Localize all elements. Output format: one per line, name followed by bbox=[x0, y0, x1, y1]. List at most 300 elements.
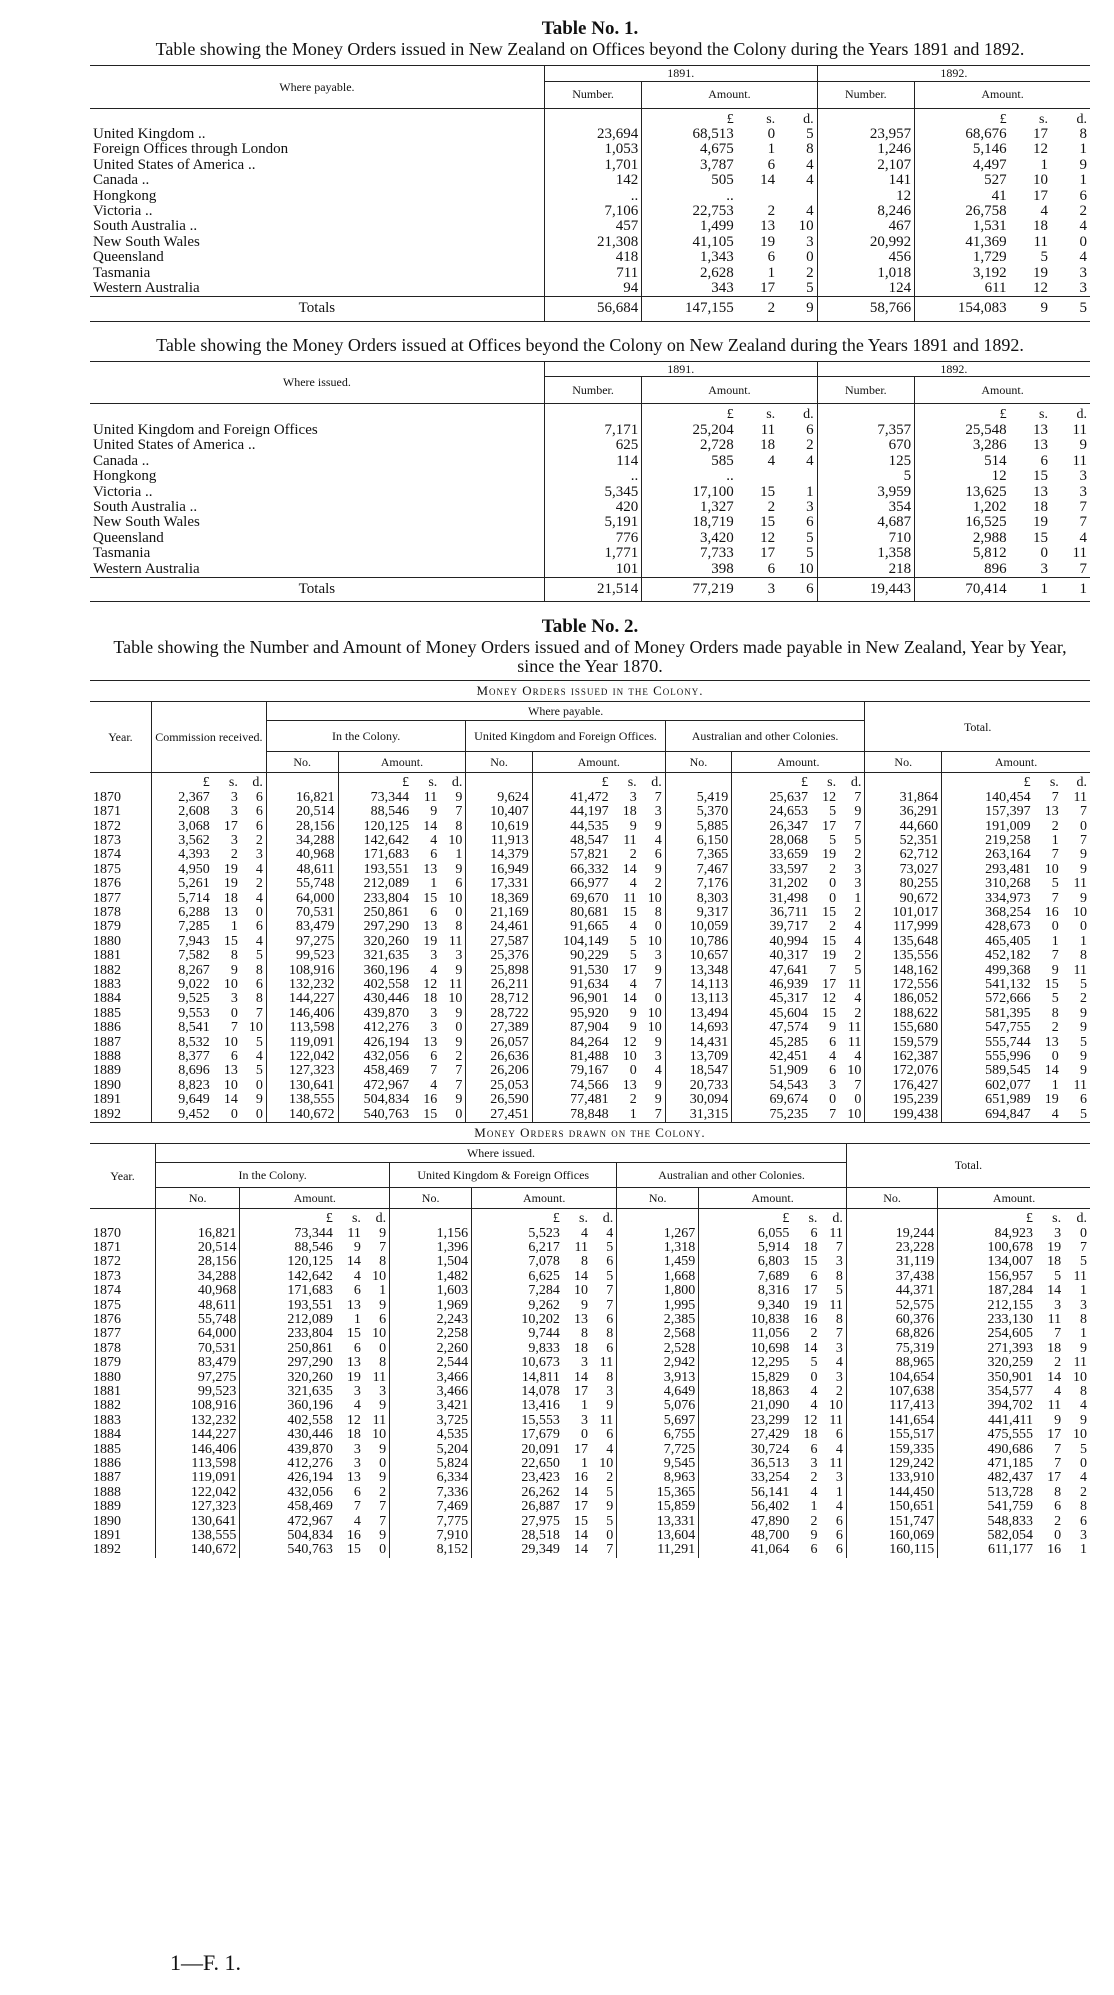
cell-value: 4 bbox=[835, 1442, 843, 1457]
table-row bbox=[90, 863, 1090, 877]
cell-value: 13,416 bbox=[472, 1399, 563, 1413]
cell-value: 0 bbox=[379, 1543, 387, 1558]
cell-value: 7 bbox=[835, 1240, 843, 1255]
cell-value: 8 bbox=[1080, 1384, 1087, 1399]
cell-value: 1,504 bbox=[390, 1255, 472, 1269]
year-cell: 1870 bbox=[93, 790, 121, 805]
number-header: Number. bbox=[544, 81, 641, 108]
table-row bbox=[90, 964, 1090, 978]
unit-label: d. bbox=[1076, 111, 1087, 127]
cell-value: 48,611 bbox=[156, 1299, 240, 1313]
cell-value: 15 bbox=[803, 1255, 818, 1270]
cell-value: 9 bbox=[1080, 1021, 1087, 1036]
australian-header: Australian and other Colonies. bbox=[665, 721, 865, 752]
uk-foreign-header: United Kingdom & Foreign Offices bbox=[390, 1163, 617, 1188]
cell-value: 2,728 bbox=[642, 438, 737, 453]
cell-value: 9,340 bbox=[699, 1299, 793, 1313]
cell-value: 17,679 bbox=[472, 1428, 563, 1442]
amount-header: Amount. bbox=[240, 1188, 390, 1209]
cell-value: 11 bbox=[1073, 877, 1087, 892]
cell-value: 2 bbox=[1051, 819, 1059, 834]
cell-value: 0 bbox=[230, 1107, 238, 1122]
cell-value: 7 bbox=[829, 963, 837, 978]
cell-value: 157,397 bbox=[942, 805, 1034, 819]
cell-value: 555,996 bbox=[942, 1050, 1034, 1064]
cell-value: 8 bbox=[606, 1327, 614, 1342]
cell-value: 41,105 bbox=[642, 235, 737, 250]
cell-value: 2 bbox=[806, 265, 814, 281]
cell-value: 4 bbox=[255, 891, 263, 906]
cell-value: 4 bbox=[606, 1226, 614, 1241]
cell-value: 48,611 bbox=[266, 863, 338, 877]
cell-value: 6 bbox=[767, 250, 776, 266]
cell-value: 441,411 bbox=[938, 1414, 1036, 1428]
row-label: New South Wales bbox=[93, 515, 200, 531]
cell-value: 100,678 bbox=[938, 1241, 1036, 1255]
cell-value: 83,479 bbox=[156, 1356, 240, 1370]
cell-value: 1 bbox=[806, 484, 814, 500]
cell-value: 41 bbox=[915, 189, 1010, 204]
cell-value: 7,467 bbox=[665, 863, 731, 877]
cell-value: 3,068 bbox=[151, 820, 212, 834]
cell-value: 17 bbox=[574, 1442, 588, 1457]
cell-value: 10,657 bbox=[665, 949, 731, 963]
cell-value: 1 bbox=[835, 1485, 843, 1500]
cell-value: 471,185 bbox=[938, 1457, 1036, 1471]
cell-value: 2,608 bbox=[151, 805, 212, 819]
cell-value: 439,870 bbox=[240, 1443, 336, 1457]
cell-value: 7,733 bbox=[642, 546, 737, 561]
row-label: Hongkong bbox=[93, 469, 157, 485]
year-cell: 1878 bbox=[93, 1341, 121, 1356]
cell-value: 3 bbox=[430, 1006, 438, 1021]
cell-value: 73,344 bbox=[338, 791, 412, 805]
cell-value: 5,076 bbox=[617, 1399, 699, 1413]
cell-value: 9 bbox=[606, 1399, 614, 1414]
table2-title: Table showing the Number and Amount of Money Orders issued and of Money Orders made payable in New Zealand, Year by Year, since the Year 1870. bbox=[113, 637, 1067, 677]
cell-value: 9,624 bbox=[466, 791, 532, 805]
cell-value: 17 bbox=[574, 1500, 588, 1515]
cell-value: 19 bbox=[1032, 515, 1048, 531]
cell-value: 23,423 bbox=[472, 1471, 563, 1485]
table-row bbox=[90, 1385, 1090, 1399]
cell-value: 9 bbox=[1080, 1341, 1087, 1356]
cell-value: 29,349 bbox=[472, 1543, 563, 1557]
table-row bbox=[90, 892, 1090, 906]
cell-value: 11 bbox=[1073, 1356, 1087, 1371]
cell-value: 69,674 bbox=[732, 1093, 811, 1107]
cell-value: 101,017 bbox=[865, 906, 942, 920]
cell-value: 6 bbox=[835, 1428, 843, 1443]
cell-value: 5 bbox=[806, 530, 814, 546]
amount-header: Amount. bbox=[642, 81, 817, 108]
cell-value: 467 bbox=[817, 219, 914, 234]
cell-value: 452,182 bbox=[942, 949, 1034, 963]
cell-value: 13 bbox=[423, 920, 438, 935]
cell-value: 7 bbox=[1080, 1240, 1087, 1255]
cell-value: 271,393 bbox=[938, 1342, 1036, 1356]
unit-label: s. bbox=[766, 111, 776, 127]
row-label: Western Australia bbox=[93, 281, 200, 297]
cell-value: 21,090 bbox=[699, 1399, 793, 1413]
cell-value: 1 bbox=[767, 265, 776, 281]
cell-value: 7,725 bbox=[617, 1443, 699, 1457]
cell-value: 42,451 bbox=[732, 1050, 811, 1064]
cell-value: 310,268 bbox=[942, 877, 1034, 891]
cell-value: 1 bbox=[1080, 1543, 1087, 1558]
cell-value: 6 bbox=[835, 1543, 843, 1558]
cell-value: 16 bbox=[803, 1312, 818, 1327]
cell-value: 1,267 bbox=[617, 1227, 699, 1241]
cell-value: 3 bbox=[1079, 469, 1087, 485]
cell-value: 2 bbox=[854, 1006, 862, 1021]
cell-value: 589,545 bbox=[942, 1064, 1034, 1078]
cell-value: 57,821 bbox=[532, 848, 611, 862]
where-issued-header: Where issued. bbox=[90, 361, 544, 404]
cell-value: 11,913 bbox=[466, 834, 532, 848]
cell-value: 14 bbox=[223, 1093, 238, 1108]
cell-value: 6 bbox=[829, 1035, 837, 1050]
cell-value: 10 bbox=[1073, 1370, 1087, 1385]
uk-foreign-header: United Kingdom and Foreign Offices. bbox=[466, 721, 665, 752]
cell-value: 4 bbox=[629, 877, 637, 892]
cell-value: 7 bbox=[1079, 561, 1087, 577]
year-cell: 1877 bbox=[93, 891, 121, 906]
table-row bbox=[90, 485, 1090, 500]
cell-value: 547,755 bbox=[942, 1021, 1034, 1035]
year-cell: 1876 bbox=[93, 1312, 121, 1327]
cell-value: .. bbox=[544, 469, 641, 484]
total-value: 1 bbox=[1010, 577, 1051, 601]
cell-value: 10 bbox=[372, 1327, 387, 1342]
cell-value: 5 bbox=[255, 1035, 263, 1050]
cell-value: 9,553 bbox=[151, 1007, 212, 1021]
cell-value: 15 bbox=[822, 934, 837, 949]
row-label: United States of America .. bbox=[93, 438, 256, 454]
cell-value: 0 bbox=[654, 920, 662, 935]
no-header: No. bbox=[156, 1188, 240, 1209]
cell-value: 11 bbox=[599, 1356, 614, 1371]
cell-value: 68,826 bbox=[846, 1327, 937, 1341]
table-row bbox=[90, 1079, 1090, 1093]
cell-value: 47,890 bbox=[699, 1515, 793, 1529]
table-row bbox=[90, 1227, 1090, 1241]
cell-value: 0 bbox=[806, 250, 814, 266]
cell-value: 122,042 bbox=[266, 1050, 338, 1064]
year-cell: 1873 bbox=[93, 833, 121, 848]
cell-value: 5,914 bbox=[699, 1241, 793, 1255]
cell-value: 9 bbox=[455, 862, 463, 877]
cell-value: 6 bbox=[1079, 188, 1087, 204]
cell-value: 6 bbox=[455, 877, 463, 892]
cell-value: 95,920 bbox=[532, 1007, 611, 1021]
cell-value: 90,229 bbox=[532, 949, 611, 963]
cell-value: 11 bbox=[1072, 453, 1087, 469]
cell-value: 101 bbox=[544, 562, 641, 578]
cell-value: 31,119 bbox=[846, 1255, 937, 1269]
cell-value: 16,821 bbox=[156, 1227, 240, 1241]
cell-value: 8,823 bbox=[151, 1079, 212, 1093]
cell-value: 9 bbox=[829, 1021, 837, 1036]
cell-value: 16 bbox=[1044, 906, 1059, 920]
table-row bbox=[90, 1050, 1090, 1064]
cell-value: 9 bbox=[1079, 438, 1087, 454]
year-header: Year. bbox=[90, 702, 151, 773]
cell-value: 10 bbox=[647, 1006, 662, 1021]
cell-value: 12,295 bbox=[699, 1356, 793, 1370]
cell-value: 8 bbox=[835, 1312, 843, 1327]
cell-value: 1 bbox=[1051, 833, 1059, 848]
cell-value: 4 bbox=[606, 1442, 614, 1457]
cell-value: 5 bbox=[1080, 978, 1087, 993]
cell-value: 3 bbox=[806, 499, 814, 515]
cell-value: 3 bbox=[1079, 484, 1087, 500]
table-row bbox=[90, 992, 1090, 1006]
cell-value: 13 bbox=[574, 1312, 588, 1327]
cell-value: 0 bbox=[829, 877, 837, 892]
cell-value: 88,965 bbox=[846, 1356, 937, 1370]
cell-value: 1 bbox=[1080, 934, 1087, 949]
where-issued-header: Where issued. bbox=[156, 1144, 847, 1163]
cell-value: 2 bbox=[629, 1093, 637, 1108]
cell-value: 84,923 bbox=[938, 1227, 1036, 1241]
table-row bbox=[90, 1486, 1090, 1500]
cell-value: 17 bbox=[574, 1384, 588, 1399]
unit-label: s. bbox=[579, 1211, 588, 1227]
cell-value: 30,724 bbox=[699, 1443, 793, 1457]
cell-value: 1 bbox=[629, 1107, 637, 1122]
cell-value: 26,211 bbox=[466, 978, 532, 992]
cell-value: 5,191 bbox=[544, 515, 641, 530]
blank-cell bbox=[846, 1209, 937, 1227]
unit-label: £ bbox=[338, 773, 412, 791]
blank-cell bbox=[90, 404, 544, 423]
blank-cell bbox=[617, 1209, 699, 1227]
cell-value: 11 bbox=[1073, 1269, 1087, 1284]
cell-value: 9,452 bbox=[151, 1108, 212, 1122]
cell-value: 7,285 bbox=[151, 920, 212, 934]
cell-value: 18 bbox=[1047, 1341, 1062, 1356]
cell-value: 27,451 bbox=[466, 1108, 532, 1122]
page-footer: 1—F. 1. bbox=[170, 1950, 241, 1975]
year-cell: 1890 bbox=[93, 1514, 121, 1529]
cell-value: 12 bbox=[346, 1413, 361, 1428]
table-row bbox=[90, 250, 1090, 265]
cell-value: 3,421 bbox=[390, 1399, 472, 1413]
cell-value: 9,262 bbox=[472, 1299, 563, 1313]
cell-value: 5,523 bbox=[472, 1227, 563, 1241]
unit-label: d. bbox=[252, 775, 263, 791]
cell-value: 8 bbox=[379, 1356, 387, 1371]
cell-value: 354 bbox=[817, 500, 914, 515]
cell-value: 18 bbox=[803, 1428, 818, 1443]
year-cell: 1887 bbox=[93, 1471, 121, 1486]
cell-value: 2 bbox=[829, 862, 837, 877]
cell-value: 15 bbox=[1044, 978, 1059, 993]
cell-value: 12 bbox=[622, 1035, 637, 1050]
table-row bbox=[90, 1471, 1090, 1485]
amount-header: Amount. bbox=[942, 752, 1090, 773]
cell-value: 4 bbox=[430, 963, 438, 978]
cell-value: 5 bbox=[1051, 992, 1059, 1007]
unit-label: d. bbox=[803, 407, 814, 423]
cell-value: 0 bbox=[1080, 920, 1087, 935]
cell-value: 457 bbox=[544, 219, 641, 234]
table-row bbox=[90, 906, 1090, 920]
cell-value: 5 bbox=[806, 127, 814, 142]
cell-value: 6 bbox=[767, 157, 776, 173]
cell-value: 22,650 bbox=[472, 1457, 563, 1471]
number-header: Number. bbox=[817, 81, 914, 108]
cell-value: 8,152 bbox=[390, 1543, 472, 1557]
cell-value: 9 bbox=[654, 1093, 662, 1108]
year-cell: 1871 bbox=[93, 1240, 121, 1255]
cell-value: 398 bbox=[642, 562, 737, 578]
cell-value: 7,078 bbox=[472, 1255, 563, 1269]
cell-value: 75,235 bbox=[732, 1108, 811, 1122]
cell-value: 129,242 bbox=[846, 1457, 937, 1471]
cell-value: 2 bbox=[255, 877, 263, 892]
cell-value: 7 bbox=[835, 1327, 843, 1342]
cell-value: 7 bbox=[1079, 515, 1087, 531]
blank-cell bbox=[156, 1209, 240, 1227]
cell-value: 581,395 bbox=[942, 1007, 1034, 1021]
cell-value: 11 bbox=[847, 1021, 862, 1036]
cell-value: 1,603 bbox=[390, 1284, 472, 1298]
cell-value: 6,055 bbox=[699, 1227, 793, 1241]
cell-value: 15 bbox=[346, 1543, 361, 1558]
cell-value: 10,838 bbox=[699, 1313, 793, 1327]
cell-value: 74,566 bbox=[532, 1079, 611, 1093]
cell-value: 162,387 bbox=[865, 1050, 942, 1064]
cell-value: 354,577 bbox=[938, 1385, 1036, 1399]
cell-value: 4,675 bbox=[642, 142, 737, 157]
cell-value: 0 bbox=[255, 906, 263, 920]
year-cell: 1880 bbox=[93, 1370, 121, 1385]
cell-value: 0 bbox=[1040, 546, 1048, 562]
cell-value: 122,042 bbox=[156, 1486, 240, 1500]
cell-value: 17 bbox=[1032, 188, 1048, 204]
cell-value: 22,753 bbox=[642, 204, 737, 219]
cell-value: 55,748 bbox=[156, 1313, 240, 1327]
cell-value: 176,427 bbox=[865, 1079, 942, 1093]
cell-value: 4 bbox=[854, 920, 862, 935]
cell-value: 602,077 bbox=[942, 1079, 1034, 1093]
cell-value: 7 bbox=[1051, 891, 1059, 906]
cell-value: 6 bbox=[1054, 1500, 1062, 1515]
cell-value: 55,748 bbox=[266, 877, 338, 891]
cell-value: 8,963 bbox=[617, 1471, 699, 1485]
cell-value: 13 bbox=[223, 906, 238, 920]
cell-value: 6 bbox=[606, 1255, 614, 1270]
cell-value: 3 bbox=[854, 877, 862, 892]
cell-value: 3 bbox=[629, 790, 637, 805]
cell-value: 7,284 bbox=[472, 1284, 563, 1298]
amount-header: Amount. bbox=[642, 377, 817, 404]
cell-value: 25,548 bbox=[915, 423, 1010, 438]
cell-value: 8 bbox=[654, 906, 662, 920]
cell-value: 475,555 bbox=[938, 1428, 1036, 1442]
cell-value: 5 bbox=[1051, 877, 1059, 892]
unit-label: £ bbox=[699, 1209, 793, 1227]
year-cell: 1881 bbox=[93, 949, 121, 964]
cell-value: 11 bbox=[829, 1413, 843, 1428]
cell-value: 3 bbox=[379, 1384, 387, 1399]
amount-header: Amount. bbox=[532, 752, 665, 773]
cell-value: 1 bbox=[455, 848, 463, 863]
cell-value: 66,977 bbox=[532, 877, 611, 891]
in-colony-header: In the Colony. bbox=[266, 721, 465, 752]
year-1891-header: 1891. bbox=[544, 66, 817, 82]
cell-value: 8 bbox=[255, 992, 263, 1007]
cell-value: 81,488 bbox=[532, 1050, 611, 1064]
cell-value: 504,834 bbox=[338, 1093, 412, 1107]
cell-value: 25,376 bbox=[466, 949, 532, 963]
table-row bbox=[90, 189, 1090, 204]
cell-value: 9,317 bbox=[665, 906, 731, 920]
row-label: United States of America .. bbox=[93, 157, 256, 173]
cell-value: 651,989 bbox=[942, 1093, 1034, 1107]
cell-value: .. bbox=[544, 189, 641, 204]
cell-value: 46,939 bbox=[732, 978, 811, 992]
total-value: 2 bbox=[737, 297, 778, 321]
row-label: Tasmania bbox=[93, 546, 151, 562]
cell-value: 3 bbox=[606, 1384, 614, 1399]
cell-value: 16 bbox=[574, 1471, 588, 1486]
cell-value: 540,763 bbox=[240, 1543, 336, 1557]
table-row bbox=[90, 877, 1090, 891]
cell-value: 7,365 bbox=[665, 848, 731, 862]
cell-value: 191,009 bbox=[942, 820, 1034, 834]
cell-value: 25,637 bbox=[732, 791, 811, 805]
year-cell: 1877 bbox=[93, 1327, 121, 1342]
cell-value: 5 bbox=[854, 963, 862, 978]
number-header: Number. bbox=[817, 377, 914, 404]
cell-value: 2,260 bbox=[390, 1342, 472, 1356]
cell-value: 141 bbox=[817, 173, 914, 188]
cell-value: 3,466 bbox=[390, 1385, 472, 1399]
table1-received bbox=[90, 361, 1090, 602]
cell-value: 24,461 bbox=[466, 920, 532, 934]
cell-value: 2 bbox=[1080, 1485, 1087, 1500]
cell-value: 9 bbox=[379, 1298, 387, 1313]
cell-value: 8 bbox=[1080, 1312, 1087, 1327]
cell-value: 41,472 bbox=[532, 791, 611, 805]
cell-value: 10 bbox=[828, 1399, 843, 1414]
cell-value: 138,555 bbox=[156, 1529, 240, 1543]
unit-label: s. bbox=[627, 775, 637, 791]
cell-value: 0 bbox=[1080, 819, 1087, 834]
cell-value: 9 bbox=[1079, 157, 1087, 173]
cell-value: 0 bbox=[1080, 1457, 1087, 1471]
cell-value: 7 bbox=[230, 1021, 238, 1036]
cell-value: 3 bbox=[835, 1370, 843, 1385]
cell-value: 25,053 bbox=[466, 1079, 532, 1093]
cell-value: 14,693 bbox=[665, 1021, 731, 1035]
cell-value: 19 bbox=[822, 848, 837, 863]
cell-value: 710 bbox=[817, 531, 914, 546]
cell-value: 7 bbox=[430, 1064, 438, 1079]
amount-header: Amount. bbox=[938, 1188, 1090, 1209]
cell-value: 1,018 bbox=[817, 266, 914, 281]
cell-value: 412,276 bbox=[240, 1457, 336, 1471]
cell-value: 94 bbox=[544, 281, 641, 297]
cell-value: 3 bbox=[353, 1457, 361, 1471]
table2-issued bbox=[90, 702, 1090, 1122]
table1-issued bbox=[90, 65, 1090, 322]
cell-value: 4 bbox=[835, 1500, 843, 1515]
cell-value: 320,260 bbox=[338, 935, 412, 949]
